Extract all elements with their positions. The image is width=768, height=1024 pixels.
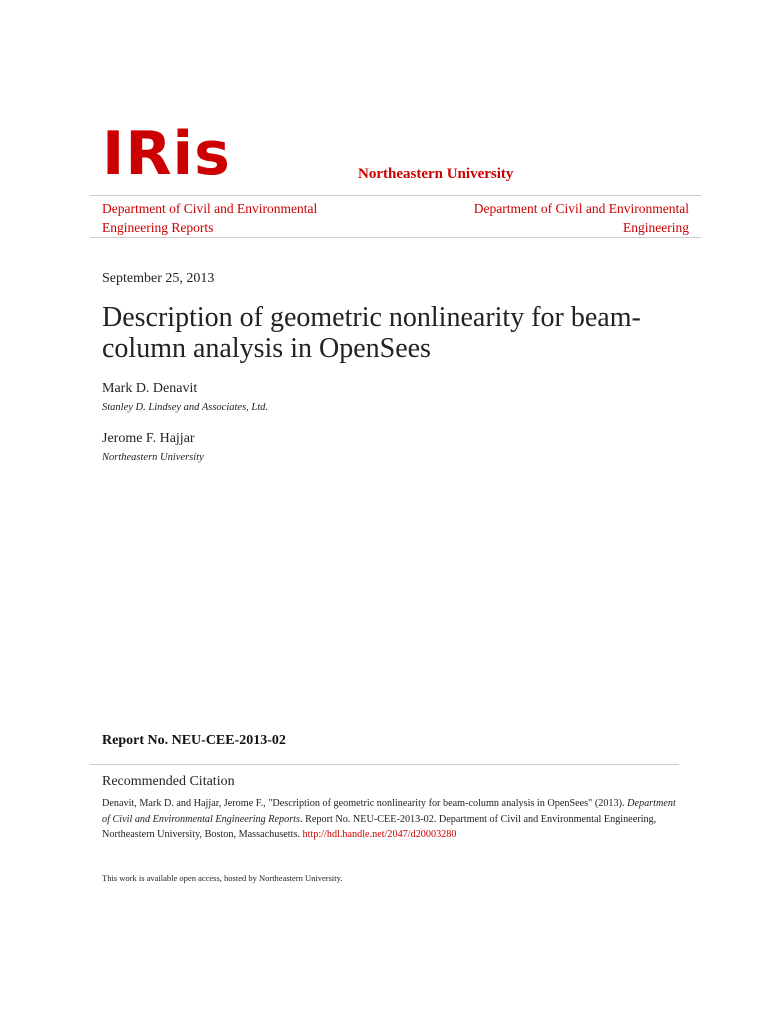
header-divider-top: [90, 195, 701, 196]
author-affiliation: Stanley D. Lindsey and Associates, Ltd.: [102, 402, 269, 413]
department-link[interactable]: [409, 199, 689, 237]
header-divider-bottom: [90, 237, 701, 238]
open-access-note: This work is available open access, hosted by Northeastern University.: [102, 873, 343, 883]
paper-title: [102, 302, 662, 364]
paper-title-line2: column analysis in OpenSees: [102, 333, 431, 364]
citation-series: Department of Civil and Environmental Engineering Reports: [102, 798, 676, 825]
author-affiliation: Northeastern University: [102, 452, 204, 463]
handle-link[interactable]: http://hdl.handle.net/2047/d20003280: [302, 829, 457, 840]
reports-series-link-line2[interactable]: Engineering Reports: [102, 220, 214, 235]
report-number: Report No. NEU-CEE-2013-02: [102, 733, 286, 748]
citation-text: [102, 796, 682, 843]
department-link-line1[interactable]: Department of Civil and Environmental: [473, 201, 689, 216]
university-name[interactable]: Northeastern University: [358, 166, 514, 182]
reports-series-link-line1[interactable]: Department of Civil and Environmental: [102, 201, 318, 216]
reports-series-link[interactable]: [102, 199, 382, 237]
citation-part1: Denavit, Mark D. and Hajjar, Jerome F., "Description of geometric nonlinearity for beam-column analysis in OpenSees" (2013).: [102, 798, 628, 809]
paper-title-line1: Description of geometric nonlinearity for beam-: [102, 302, 641, 333]
publication-date: September 25, 2013: [102, 271, 215, 286]
author-name: Mark D. Denavit: [102, 381, 198, 396]
citation-heading: Recommended Citation: [102, 774, 235, 789]
iris-logo: IRis: [102, 119, 231, 189]
citation-divider: [90, 764, 679, 765]
department-link-line2[interactable]: Engineering: [623, 220, 689, 235]
author-name: Jerome F. Hajjar: [102, 431, 195, 446]
citation-part2: . Report No. NEU-CEE-2013-02. Department of Civil and Environmental Engineering, Northeastern University, Boston, Massachusetts.: [102, 813, 657, 840]
